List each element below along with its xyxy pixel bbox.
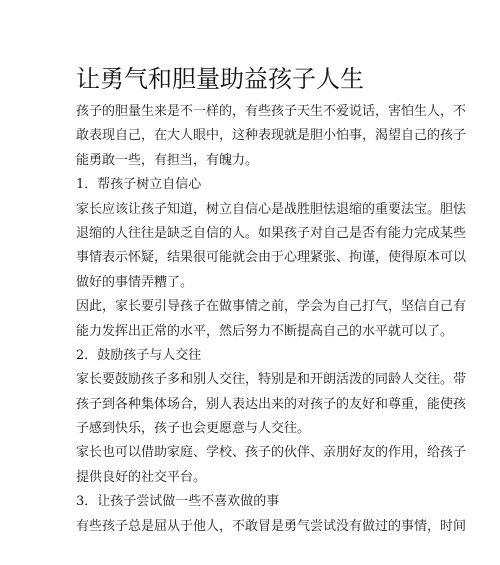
paragraph-line: 退缩的人往往是缺乏自信的人。如果孩子对自己是否有能力完成某些 [76,225,467,241]
paragraph-line: 能力发挥出正常的水平，然后努力不断提高自己的水平就可以了。 [76,323,454,339]
document-title: 让勇气和胆量助益孩子人生 [76,65,364,93]
section-heading: 3．让孩子尝试做一些不喜欢做的事 [76,494,280,510]
paragraph-line: 能勇敢一些，有担当，有魄力。 [76,152,259,168]
paragraph-line: 做好的事情弄糟了。 [76,274,194,290]
section-heading: 1．帮孩子树立自信心 [76,177,202,193]
paragraph-line: 孩子的胆量生来是不一样的，有些孩子天生不爱说话，害怕生人，不 [76,104,467,119]
document-body [76,100,467,539]
paragraph-line: 事情表示怀疑，结果很可能就会由于心理紧张、拘谨，使得原本可以 [76,250,467,266]
paragraph-line: 有些孩子总是屈从于他人，不敢冒是勇气尝试没有做过的事情，时间 [76,518,467,534]
paragraph-line: 家长应该让孩子知道，树立自信心是战胜胆怯退缩的重要法宝。胆怯 [76,201,467,217]
section-heading: 2．鼓励孩子与人交往 [76,347,202,363]
paragraph-line: 家长要鼓励孩子多和别人交往，特别是和开朗活泼的同龄人交往。带 [76,372,467,388]
paragraph-line: 家长也可以借助家庭、学校、孩子的伙伴、亲朋好友的作用，给孩子 [76,445,467,461]
paragraph-line: 因此，家长要引导孩子在做事情之前，学会为自己打气，坚信自己有 [76,299,467,315]
paragraph-line: 提供良好的社交平台。 [76,469,207,485]
paragraph-line: 孩子到各种集体场合，别人表达出来的对孩子的友好和尊重，能使孩 [76,396,467,412]
paragraph-line: 子感到快乐，孩子也会更愿意与人交往。 [76,421,311,437]
paragraph-line: 敢表现自己，在大人眼中，这种表现就是胆小怕事，渴望自己的孩子 [76,128,467,144]
